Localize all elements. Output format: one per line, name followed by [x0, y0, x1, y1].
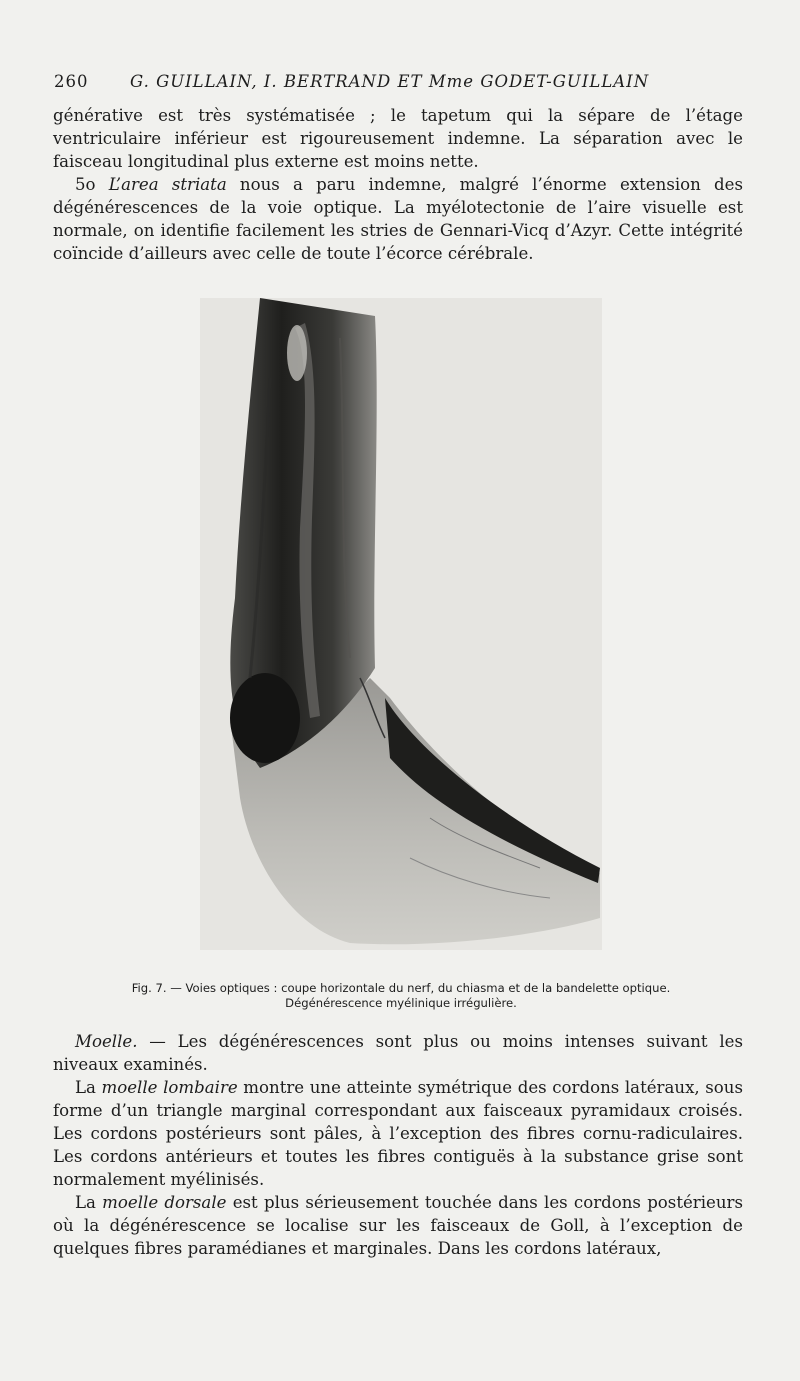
caption-line-1: Fig. 7. — Voies optiques : coupe horizontale du nerf, du chiasma et de la bandelette optique.	[131, 981, 671, 995]
paragraph-area-striata	[53, 173, 743, 265]
paragraph-moelle-dorsale	[53, 1191, 743, 1260]
paragraph-text: nous a paru indemne, malgré l’énorme extension des dégénérescences de la voie optique. La myélotectonie de l’aire visuelle est normale, on identifie facilement les stries de Gennari-Vicq d’Azyr. Cette intégrité coïncide d’ailleurs avec celle de toute l’écorce cérébrale.	[53, 175, 743, 263]
paragraph-text: La	[75, 1193, 103, 1212]
italic-term: moelle lombaire	[101, 1078, 238, 1097]
paragraph-text: est plus sérieusement touchée dans les cordons postérieurs où la dégénérescence se localise sur les faisceaux de Goll, à l’exception de quelques fibres paramédianes et marginales. Dans les cordons latéraux,	[53, 1193, 744, 1258]
paragraph-moelle	[53, 1030, 743, 1076]
caption-line-2: Dégénérescence myélinique irrégulière.	[285, 996, 517, 1010]
item-number: 5o	[75, 175, 109, 194]
paragraph-text: montre une atteinte symétrique des cordons latéraux, sous forme d’un triangle marginal correspondant aux faisceaux pyramidaux croisés. Les cordons postérieurs sont pâles, à l’exception des fibres cornu-radiculaires. Les cordons antérieurs et toutes les fibres contiguës à la substance grise sont normalement myélinisés.	[53, 1078, 743, 1189]
optic-tract-section-image	[200, 298, 602, 950]
figure-caption	[90, 981, 712, 1011]
italic-term: L’area striata	[108, 175, 227, 194]
page-header	[54, 72, 754, 94]
figure-photograph	[200, 298, 602, 950]
paragraph-text: — Les dégénérescences sont plus ou moins intenses suivant les niveaux examinés.	[53, 1032, 743, 1074]
running-head: G. GUILLAIN, I. BERTRAND ET Mme GODET-GUILLAIN	[130, 72, 650, 91]
top-text-block	[53, 104, 743, 265]
italic-term: moelle dorsale	[102, 1193, 227, 1212]
paragraph-moelle-lombaire	[53, 1076, 743, 1191]
paragraph-text: La	[75, 1078, 102, 1097]
italic-term: Moelle.	[75, 1032, 138, 1051]
bottom-text-block	[53, 1030, 743, 1260]
paragraph: générative est très systématisée ; le tapetum qui la sépare de l’étage ventriculaire inférieur est rigoureusement indemne. La séparation avec le faisceau longitudinal plus externe est moins nette.	[53, 106, 743, 171]
page-number: 260	[54, 72, 89, 91]
